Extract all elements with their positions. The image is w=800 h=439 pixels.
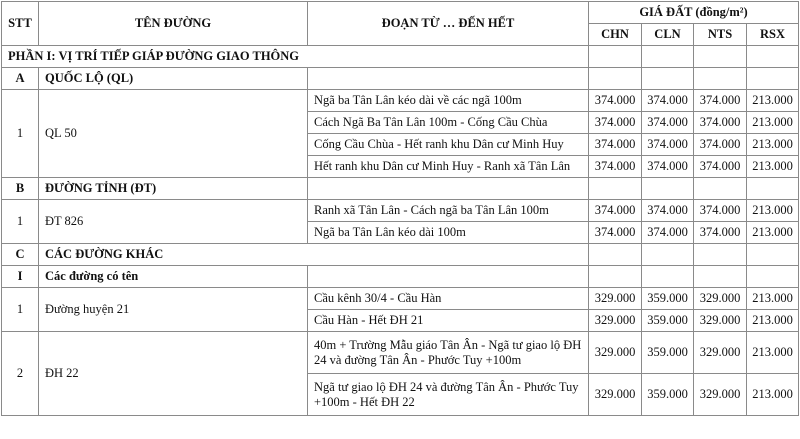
section-row-c: [2, 244, 799, 266]
price-chn: 329.000: [589, 310, 642, 332]
header-stt: STT: [2, 2, 39, 46]
price-cln: 374.000: [642, 134, 694, 156]
section-row-b: [2, 178, 799, 200]
price-cln: 374.000: [642, 222, 694, 244]
subsection-title: Các đường có tên: [39, 266, 308, 288]
price-chn: 374.000: [589, 90, 642, 112]
price-nts: 374.000: [694, 90, 747, 112]
price-cln: 374.000: [642, 156, 694, 178]
table-row: [2, 288, 799, 310]
price-chn: 374.000: [589, 222, 642, 244]
part-row: [2, 46, 799, 68]
price-chn: 374.000: [589, 112, 642, 134]
price-chn: 329.000: [589, 288, 642, 310]
section-code: A: [2, 68, 39, 90]
price-cln: 374.000: [642, 90, 694, 112]
land-price-table: [1, 1, 799, 416]
table-row: [2, 200, 799, 222]
price-nts: 374.000: [694, 112, 747, 134]
price-rsx: 213.000: [747, 200, 799, 222]
section-code: C: [2, 244, 39, 266]
section-row-a: [2, 68, 799, 90]
segment-desc: 40m + Trường Mẫu giáo Tân Ân - Ngã tư giao lộ ĐH 24 và đường Tân Ân - Phước Tuy +100m: [308, 332, 589, 374]
section-title: CÁC ĐƯỜNG KHÁC: [39, 244, 589, 266]
header-nts: NTS: [694, 24, 747, 46]
price-rsx: 213.000: [747, 310, 799, 332]
price-rsx: 213.000: [747, 332, 799, 374]
road-stt: 2: [2, 332, 39, 416]
header-cln: CLN: [642, 24, 694, 46]
table-row: [2, 332, 799, 374]
price-chn: 329.000: [589, 332, 642, 374]
table-row: [2, 90, 799, 112]
price-rsx: 213.000: [747, 134, 799, 156]
price-chn: 374.000: [589, 156, 642, 178]
section-code: B: [2, 178, 39, 200]
header-rsx: RSX: [747, 24, 799, 46]
price-chn: 374.000: [589, 134, 642, 156]
price-nts: 374.000: [694, 200, 747, 222]
segment-desc: Hết ranh khu Dân cư Minh Huy - Ranh xã Tân Lân: [308, 156, 589, 178]
segment-desc: Ngã ba Tân Lân kéo dài 100m: [308, 222, 589, 244]
subsection-code: I: [2, 266, 39, 288]
subsection-row-i: [2, 266, 799, 288]
road-name: Đường huyện 21: [39, 288, 308, 332]
road-name: ĐH 22: [39, 332, 308, 416]
road-name: ĐT 826: [39, 200, 308, 244]
segment-desc: Ranh xã Tân Lân - Cách ngã ba Tân Lân 100m: [308, 200, 589, 222]
price-nts: 329.000: [694, 374, 747, 416]
price-nts: 329.000: [694, 288, 747, 310]
price-cln: 359.000: [642, 332, 694, 374]
price-cln: 374.000: [642, 112, 694, 134]
price-rsx: 213.000: [747, 156, 799, 178]
price-cln: 359.000: [642, 288, 694, 310]
segment-desc: Cầu Hàn - Hết ĐH 21: [308, 310, 589, 332]
header-gia-dat: GIÁ ĐẤT (đồng/m²): [589, 2, 799, 24]
price-chn: 374.000: [589, 200, 642, 222]
road-stt: 1: [2, 288, 39, 332]
price-nts: 374.000: [694, 222, 747, 244]
price-nts: 329.000: [694, 310, 747, 332]
segment-desc: Ngã tư giao lộ ĐH 24 và đường Tân Ân - Phước Tuy +100m - Hết ĐH 22: [308, 374, 589, 416]
price-rsx: 213.000: [747, 374, 799, 416]
price-cln: 359.000: [642, 374, 694, 416]
section-title: QUỐC LỘ (QL): [39, 68, 308, 90]
price-nts: 374.000: [694, 134, 747, 156]
road-stt: 1: [2, 200, 39, 244]
price-nts: 329.000: [694, 332, 747, 374]
price-cln: 359.000: [642, 310, 694, 332]
segment-desc: Cách Ngã Ba Tân Lân 100m - Cống Cầu Chùa: [308, 112, 589, 134]
price-rsx: 213.000: [747, 90, 799, 112]
price-rsx: 213.000: [747, 288, 799, 310]
price-nts: 374.000: [694, 156, 747, 178]
header-chn: CHN: [589, 24, 642, 46]
price-rsx: 213.000: [747, 112, 799, 134]
header-ten-duong: TÊN ĐƯỜNG: [39, 2, 308, 46]
part-title: PHẦN I: VỊ TRÍ TIẾP GIÁP ĐƯỜNG GIAO THÔNG: [2, 46, 589, 68]
price-rsx: 213.000: [747, 222, 799, 244]
price-cln: 374.000: [642, 200, 694, 222]
road-stt: 1: [2, 90, 39, 178]
header-doan: ĐOẠN TỪ … ĐẾN HẾT: [308, 2, 589, 46]
segment-desc: Cầu kênh 30/4 - Cầu Hàn: [308, 288, 589, 310]
segment-desc: Ngã ba Tân Lân kéo dài về các ngã 100m: [308, 90, 589, 112]
section-title: ĐƯỜNG TỈNH (ĐT): [39, 178, 308, 200]
road-name: QL 50: [39, 90, 308, 178]
segment-desc: Cống Cầu Chùa - Hết ranh khu Dân cư Minh Huy: [308, 134, 589, 156]
price-chn: 329.000: [589, 374, 642, 416]
